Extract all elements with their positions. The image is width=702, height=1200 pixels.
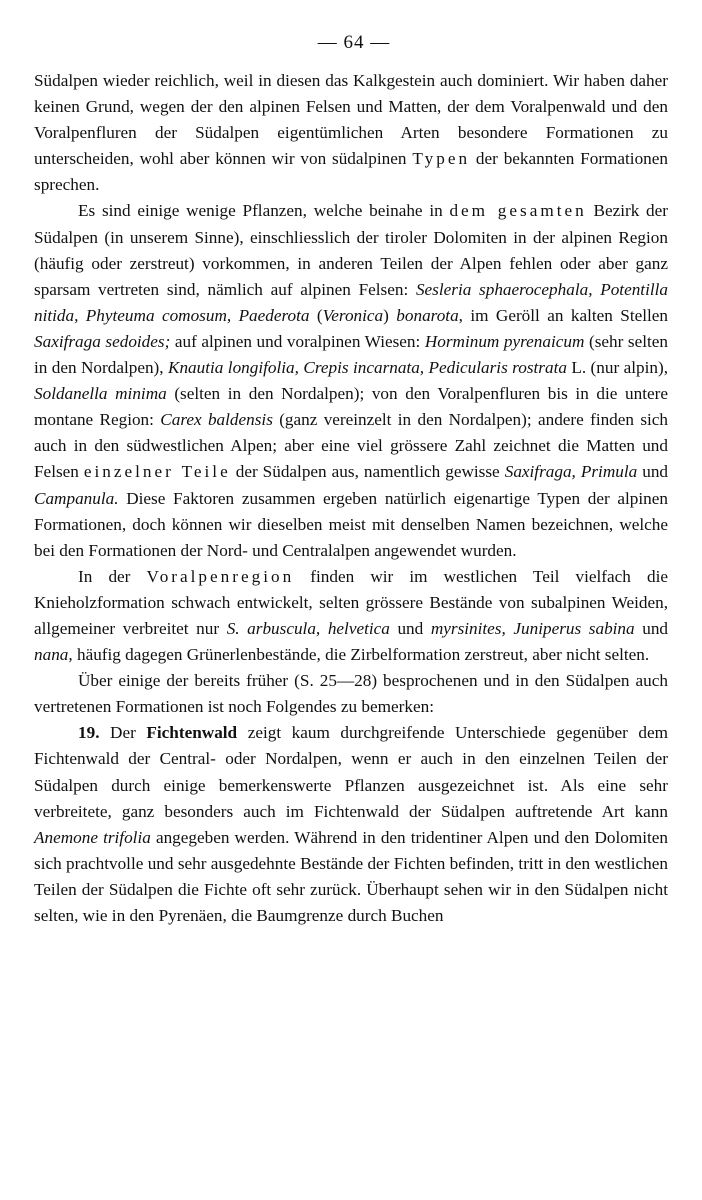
italic-text: Anemone trifolia xyxy=(34,827,151,847)
text-run: zeigt kaum durchgreifende Unterschiede gegenüber dem Fichtenwald der Central- oder Nordalpen, wenn er auch in den einzelnen Teilen der Südalpen durch einige bemerkenswerte Pflanzen ausgezeichnet ist. Als eine sehr verbreitete, ganz besonders auch im Fichtenwald der Südalpen auftretende Art kann xyxy=(34,723,669,821)
text-run: Südalpen wieder reichlich, weil in diesen das Kalkgestein auch dominiert. Wir haben daher keinen Grund, wegen der den alpinen Felsen und Matten, der dem Voralpenwald und den Voralpenfluren der Südalpen eigentümlichen Arten besondere Formationen zu unterscheiden, wohl aber können wir von südalpinen xyxy=(34,71,668,169)
italic-text: Carex baldensis xyxy=(160,410,273,430)
text-run: , im Geröll an kalten Stellen xyxy=(458,305,668,325)
text-run: angegeben werden. Während in den tridentiner Alpen und den Dolomiten sich prachtvolle und sehr ausgedehnte Bestände der Fichten befinden, tritt in den westlichen Teilen der Südalpen die Fichte oft sehr zurück. Überhaupt sehen wir in den Südalpen nicht selten, wie in den Pyrenäen, die Baumgrenze durch Buchen xyxy=(34,827,668,925)
italic-text: Campanula. xyxy=(34,488,119,508)
text-run: Der xyxy=(99,723,147,743)
paragraph xyxy=(34,564,668,668)
italic-text: Veronica xyxy=(322,305,384,325)
paragraph xyxy=(34,668,668,720)
text-run: häufig dagegen Grünerlenbestände, die Zirbelformation zerstreut, aber nicht selten. xyxy=(72,645,650,665)
text-run: (selten in den Nordalpen); von den Voralpenfluren bis in die untere montane Region: xyxy=(34,384,668,430)
text-run: und xyxy=(389,618,431,638)
text-run: und xyxy=(634,618,669,638)
spaced-text: Voralpenregion xyxy=(146,566,295,586)
italic-text: Horminum pyrenaicum xyxy=(424,331,585,351)
bold-text: 19. xyxy=(78,723,100,743)
italic-text: Saxifraga sedoides; xyxy=(34,331,171,351)
text-run: L. (nur alpin), xyxy=(566,358,668,378)
italic-text: Saxifraga, Primula xyxy=(504,462,638,482)
paragraph xyxy=(34,720,668,929)
text-run: Über einige der bereits früher (S. 25—28) besprochenen und in den Südalpen auch vertretenen Formationen ist noch Folgendes zu bemerken: xyxy=(34,671,668,717)
text-run: ( xyxy=(309,305,323,325)
bold-text: Fichtenwald xyxy=(146,723,238,743)
text-run: (ganz vereinzelt in den Nordalpen); andere finden sich auch in den südwestlichen Alpen; aber eine viel grössere Zahl zeichnet die Matten und Felsen xyxy=(34,410,669,482)
body-text xyxy=(34,68,668,929)
italic-text: Soldanella minima xyxy=(34,384,167,404)
paragraph xyxy=(34,198,668,563)
paragraph xyxy=(34,68,668,198)
italic-text: Knautia longifolia, Crepis incarnata, Pedicularis rostrata xyxy=(168,358,567,378)
text-run: Es sind einige wenige Pflanzen, welche beinahe in xyxy=(78,201,450,221)
page-number: — 64 — xyxy=(317,32,391,53)
italic-text: S. arbuscula, helvetica xyxy=(226,618,390,638)
spaced-text: Typen xyxy=(412,149,471,169)
text-run: ) xyxy=(383,305,397,325)
italic-text: Sesleria sphaerocephala, Potentilla nitida, Phyteuma comosum, Paederota xyxy=(34,279,669,325)
text-run: der bekannten Formationen sprechen. xyxy=(34,149,668,195)
text-run: In der xyxy=(78,566,147,586)
italic-text: bonarota xyxy=(396,305,459,325)
spaced-text: einzelner Teile xyxy=(83,462,231,482)
italic-text: myrsinites, Juniperus sabina xyxy=(430,618,635,638)
spaced-text: dem gesamten xyxy=(449,201,587,221)
text-run: finden wir im westlichen Teil vielfach die Knieholzformation schwach entwickelt, selten grössere Bestände von subalpinen Weiden, allgemeiner verbreitet nur xyxy=(34,566,668,638)
text-run: der Südalpen aus, namentlich gewisse xyxy=(230,462,505,482)
text-run: und xyxy=(637,462,669,482)
text-run: Diese Faktoren zusammen ergeben natürlich eigenartige Typen der alpinen Formationen, doch können wir dieselben meist mit denselben Namen bezeichnen, welche bei den Formationen der Nord- und Centralalpen angewendet wurden. xyxy=(34,488,668,560)
italic-text: nana, xyxy=(34,645,73,665)
text-run: Bezirk der Südalpen (in unserem Sinne), einschliesslich der tiroler Dolomiten in der alpinen Region (häufig oder zerstreut) vorkommen, in anderen Teilen der Alpen fehlen oder aber ganz sparsam vertreten sind, nämlich auf alpinen Felsen: xyxy=(34,201,668,299)
text-run: (sehr selten in den Nordalpen), xyxy=(34,331,668,378)
text-run: auf alpinen und voralpinen Wiesen: xyxy=(170,331,425,351)
